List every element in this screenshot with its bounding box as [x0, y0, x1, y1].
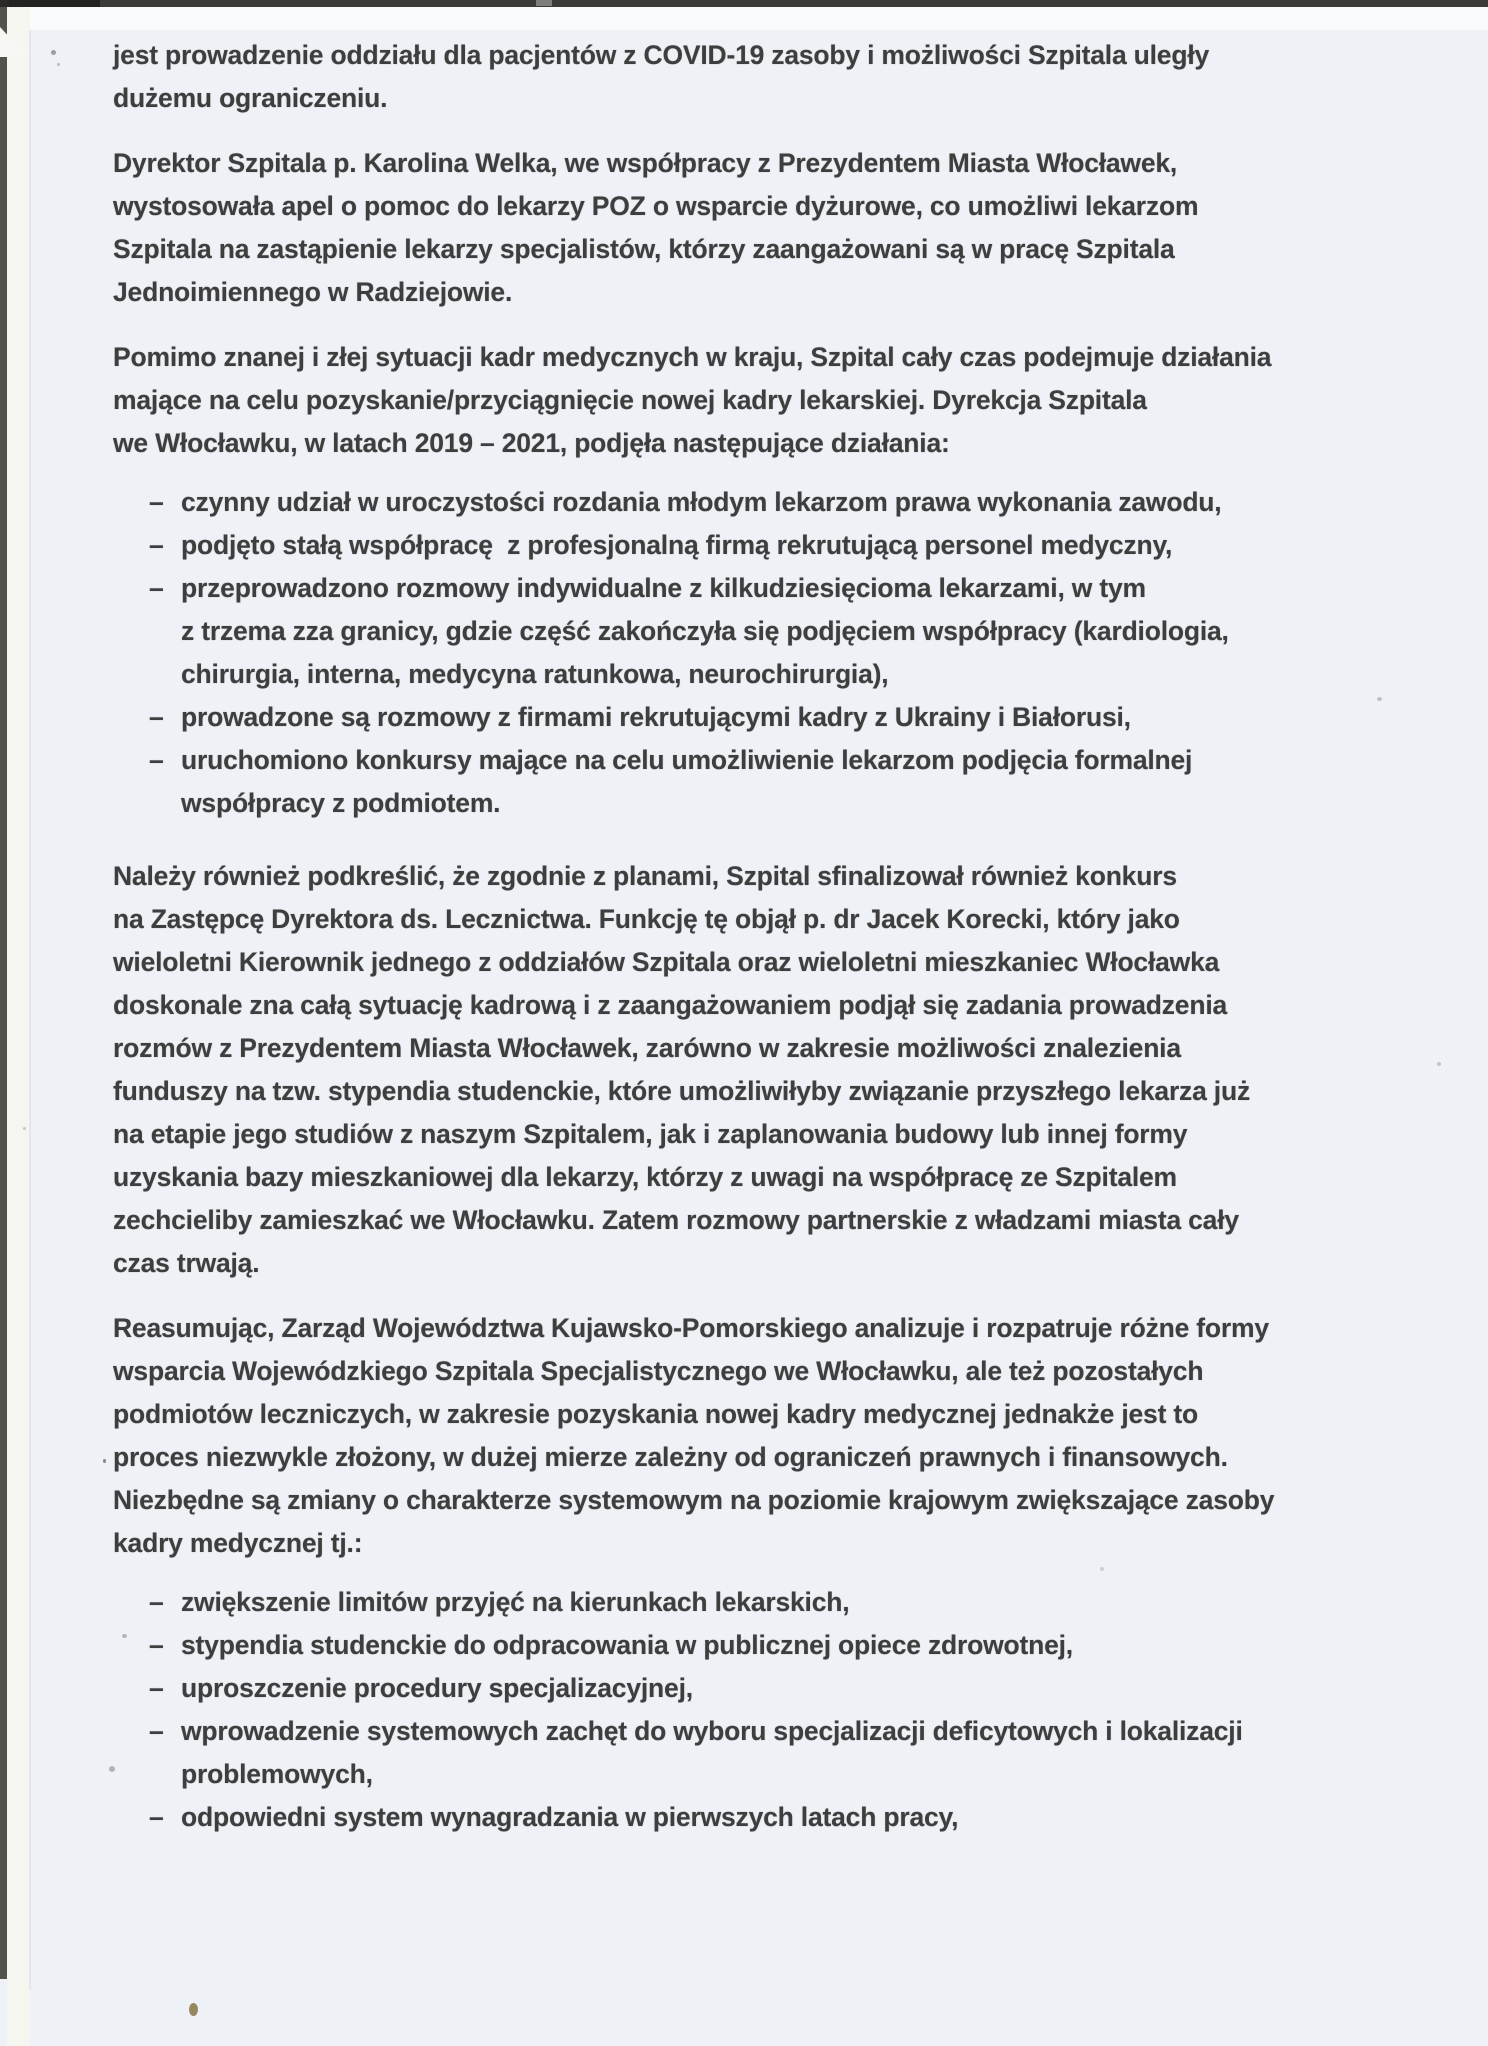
text-line: we Włocławku, w latach 2019 – 2021, podjęła następujące działania:: [113, 428, 950, 458]
dust-speck: [109, 1766, 115, 1772]
text-line: Jednoimiennego w Radziejowie.: [113, 277, 513, 307]
bullet-dash-icon: –: [149, 487, 164, 517]
bullet-list: [113, 1581, 1263, 1839]
text-line: problemowych,: [181, 1759, 373, 1789]
text-line: Reasumując, Zarząd Województwa Kujawsko-Pomorskiego analizuje i rozpatruje różne formy: [113, 1313, 1269, 1343]
list-item-text: [181, 524, 1263, 567]
text-line: stypendia studenckie do odpracowania w publicznej opiece zdrowotnej,: [181, 1630, 1073, 1660]
text-line: dużemu ograniczeniu.: [113, 83, 388, 113]
list-item: [113, 1624, 1263, 1667]
text-line: podjęto stałą współpracę z profesjonalną firmą rekrutującą personel medyczny,: [181, 530, 1173, 560]
bullet-dash-icon: –: [149, 1630, 164, 1660]
text-line: wystosowała apel o pomoc do lekarzy POZ o wsparcie dyżurowe, co umożliwi lekarzom: [113, 191, 1199, 221]
dust-speck: [1377, 697, 1382, 701]
text-line: współpracy z podmiotem.: [181, 788, 501, 818]
text-line: z trzema zza granicy, gdzie część zakończyła się podjęciem współpracy (kardiologia,: [181, 616, 1229, 646]
text-line: przeprowadzono rozmowy indywidualne z kilkudziesięcioma lekarzami, w tym: [181, 573, 1146, 603]
text-line: Należy również podkreślić, że zgodnie z planami, Szpital sfinalizował również konkurs: [113, 861, 1177, 891]
dust-speck: [103, 1459, 106, 1463]
paper-left-edge: [7, 7, 30, 2046]
text-line: rozmów z Prezydentem Miasta Włocławek, zarówno w zakresie możliwości znalezienia: [113, 1033, 1181, 1063]
text-line: funduszy na tzw. stypendia studenckie, które umożliwiłyby związanie przyszłego lekarza już: [113, 1076, 1251, 1106]
text-line: wprowadzenie systemowych zachęt do wyboru specjalizacji deficytowych i lokalizacji: [181, 1716, 1243, 1746]
dust-speck: [1437, 1062, 1441, 1066]
list-item-text: [181, 1624, 1263, 1667]
bullet-dash-icon: –: [149, 745, 164, 775]
text-line: prowadzone są rozmowy z firmami rekrutującymi kadry z Ukrainy i Białorusi,: [181, 702, 1131, 732]
text-line: Niezbędne są zmiany o charakterze systemowym na poziomie krajowym zwiększające zasoby: [113, 1485, 1275, 1515]
text-line: proces niezwykle złożony, w dużej mierze zależny od ograniczeń prawnych i finansowych.: [113, 1442, 1228, 1472]
text-line: wsparcia Wojewódzkiego Szpitala Specjalistycznego we Włocławku, ale też pozostałych: [113, 1356, 1204, 1386]
text-line: Szpitala na zastąpienie lekarzy specjalistów, którzy zaangażowani są w pracę Szpitala: [113, 234, 1175, 264]
bullet-dash-icon: –: [149, 1587, 164, 1617]
text-line: jest prowadzenie oddziału dla pacjentów z COVID-19 zasoby i możliwości Szpitala uległy: [113, 40, 1210, 70]
text-line: czas trwają.: [113, 1248, 260, 1278]
list-item-text: [181, 1581, 1263, 1624]
bullet-dash-icon: –: [149, 1802, 164, 1832]
bullet-dash-icon: –: [149, 1716, 164, 1746]
list-item-text: [181, 739, 1263, 825]
paper-top-edge: [30, 7, 1488, 30]
bullet-dash-icon: –: [149, 702, 164, 732]
text-line: czynny udział w uroczystości rozdania młodym lekarzom prawa wykonania zawodu,: [181, 487, 1222, 517]
dust-speck: [122, 1634, 127, 1638]
text-line: uruchomiono konkursy mające na celu umożliwienie lekarzom podjęcia formalnej: [181, 745, 1193, 775]
bullet-dash-icon: –: [149, 573, 164, 603]
bullet-dash-icon: –: [149, 1673, 164, 1703]
text-line: na Zastępcę Dyrektora ds. Lecznictwa. Funkcję tę objął p. dr Jacek Korecki, który jako: [113, 904, 1180, 934]
text-line: na etapie jego studiów z naszym Szpitalem, jak i zaplanowania budowy lub innej formy: [113, 1119, 1188, 1149]
list-item: [113, 1581, 1263, 1624]
text-line: kadry medycznej tj.:: [113, 1528, 363, 1558]
text-line: doskonale zna całą sytuację kadrową i z zaangażowaniem podjął się zadania prowadzenia: [113, 990, 1228, 1020]
paper-edge-seam: [29, 30, 31, 1990]
text-column: [113, 34, 1275, 1869]
text-line: zechcieliby zamieszkać we Włocławku. Zatem rozmowy partnerskie z władzami miasta cały: [113, 1205, 1239, 1235]
bullet-dash-icon: –: [149, 530, 164, 560]
text-line: uproszczenie procedury specjalizacyjnej,: [181, 1673, 693, 1703]
paragraph: [113, 142, 1263, 314]
text-line: uzyskania bazy mieszkaniowej dla lekarzy, którzy z uwagi na współpracę ze Szpitalem: [113, 1162, 1177, 1192]
text-line: Pomimo znanej i złej sytuacji kadr medycznych w kraju, Szpital cały czas podejmuje działania: [113, 342, 1272, 372]
list-item: [113, 696, 1263, 739]
list-item-text: [181, 1667, 1263, 1710]
list-item-text: [181, 567, 1263, 696]
scan-top-edge-shadow: [0, 0, 1488, 7]
list-item: [113, 524, 1263, 567]
list-item: [113, 1667, 1263, 1710]
dust-speck: [51, 50, 56, 55]
text-line: chirurgia, interna, medycyna ratunkowa, neurochirurgia),: [181, 659, 889, 689]
dust-speck: [189, 2003, 198, 2016]
text-line: podmiotów leczniczych, w zakresie pozyskania nowej kadry medycznej jednakże jest to: [113, 1399, 1198, 1429]
list-item-text: [181, 696, 1263, 739]
bullet-list: [113, 481, 1263, 825]
list-item-text: [181, 481, 1263, 524]
paragraph: [113, 34, 1263, 120]
dust-speck: [23, 1127, 26, 1130]
list-item: [113, 567, 1263, 696]
text-line: mające na celu pozyskanie/przyciągnięcie nowej kadry lekarskiej. Dyrekcja Szpitala: [113, 385, 1147, 415]
list-item-text: [181, 1710, 1263, 1796]
list-item: [113, 739, 1263, 825]
dust-speck: [57, 63, 60, 66]
text-line: wieloletni Kierownik jednego z oddziałów Szpitala oraz wieloletni mieszkaniec Włocławka: [113, 947, 1220, 977]
list-item: [113, 1796, 1263, 1839]
scan-top-edge-gap: [536, 0, 552, 6]
paragraph: [113, 336, 1272, 465]
text-line: Dyrektor Szpitala p. Karolina Welka, we współpracy z Prezydentem Miasta Włocławek,: [113, 148, 1178, 178]
list-item-text: [181, 1796, 1263, 1839]
text-line: zwiększenie limitów przyjęć na kierunkach lekarskich,: [181, 1587, 850, 1617]
list-item: [113, 481, 1263, 524]
dust-speck: [1100, 1567, 1104, 1571]
paragraph: [113, 855, 1263, 1285]
scan-left-edge-shadow: [0, 7, 7, 1979]
paragraph: [113, 1307, 1275, 1565]
list-item: [113, 1710, 1263, 1796]
text-line: odpowiedni system wynagradzania w pierwszych latach pracy,: [181, 1802, 959, 1832]
